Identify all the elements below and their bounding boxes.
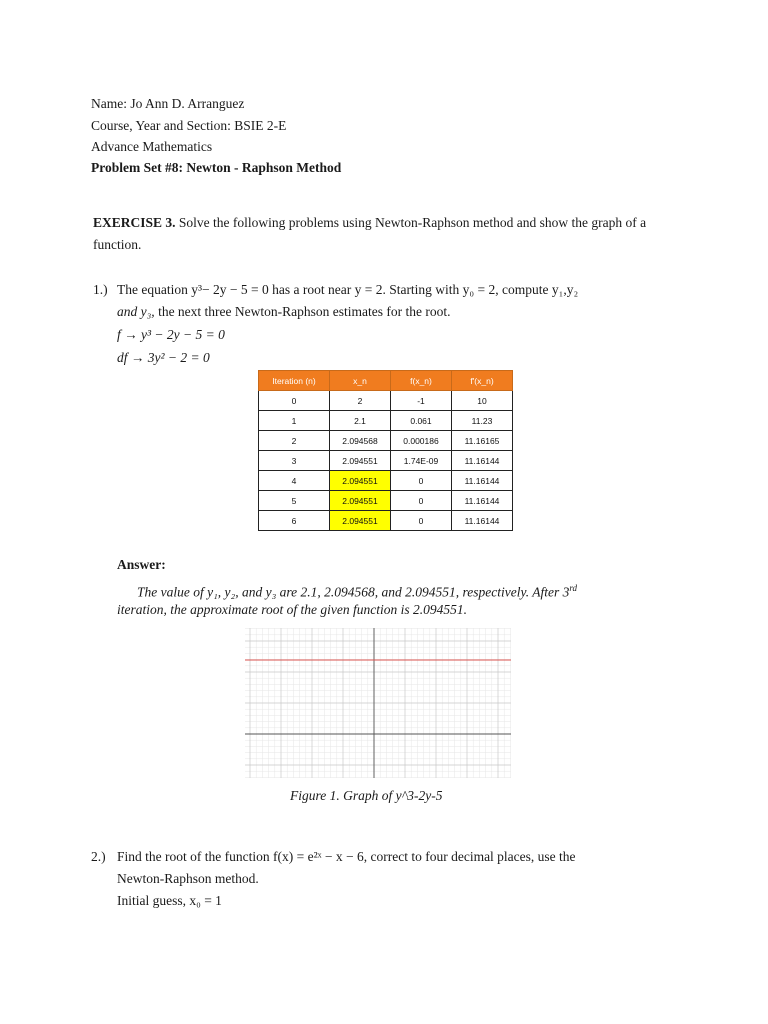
cell-fxn: 0.061 bbox=[391, 411, 452, 431]
exercise-instructions bbox=[93, 212, 683, 256]
problem1-statement-rest: the next three Newton-Raphson estimates for the root. bbox=[154, 304, 451, 319]
answer-superscript: rd bbox=[569, 583, 578, 593]
cell-dfxn: 11.16165 bbox=[452, 431, 513, 451]
cell-n: 1 bbox=[259, 411, 330, 431]
cell-dfxn: 11.16144 bbox=[452, 511, 513, 531]
function-df: df → 3y² − 2 = 0 bbox=[117, 350, 210, 365]
table-row bbox=[259, 451, 513, 471]
function-f: f → y³ − 2y − 5 = 0 bbox=[117, 327, 225, 342]
cell-xn: 2.094568 bbox=[330, 431, 391, 451]
cell-fxn: 1.74E-09 bbox=[391, 451, 452, 471]
problem2-number: 2.) bbox=[91, 849, 106, 864]
student-name: Name: Jo Ann D. Arranguez bbox=[91, 96, 245, 111]
header-dfxn: f'(x_n) bbox=[452, 371, 513, 391]
cell-xn-highlighted: 2.094551 bbox=[330, 491, 391, 511]
answer-label: Answer: bbox=[117, 557, 166, 572]
header-fxn: f(x_n) bbox=[391, 371, 452, 391]
cell-xn: 2.094551 bbox=[330, 451, 391, 471]
table-row bbox=[259, 431, 513, 451]
answer-line2: iteration, the approximate root of the given function is 2.094551. bbox=[117, 602, 467, 617]
figure-caption: Figure 1. Graph of y^3-2y-5 bbox=[290, 788, 443, 803]
problem2-initial-guess: Initial guess, x₀ = 1 bbox=[117, 893, 222, 908]
cell-dfxn: 10 bbox=[452, 391, 513, 411]
answer-line1 bbox=[137, 580, 577, 601]
cell-n: 5 bbox=[259, 491, 330, 511]
cell-n: 4 bbox=[259, 471, 330, 491]
cell-n: 0 bbox=[259, 391, 330, 411]
problem1-italic-part: and y₃, bbox=[117, 304, 155, 319]
cell-dfxn: 11.16144 bbox=[452, 451, 513, 471]
answer-text: The value of y₁, y₂, and y₃ are 2.1, 2.094568, and 2.094551, respectively. After 3 bbox=[137, 584, 570, 600]
cell-n: 6 bbox=[259, 511, 330, 531]
table-row bbox=[259, 511, 513, 531]
problem-set-title: Problem Set #8: Newton - Raphson Method bbox=[91, 160, 342, 175]
course-section: Course, Year and Section: BSIE 2-E bbox=[91, 118, 287, 133]
problem2-statement-line1: Find the root of the function f(x) = e²ˣ − x − 6, correct to four decimal places, use the bbox=[117, 849, 576, 864]
cell-dfxn: 11.23 bbox=[452, 411, 513, 431]
iteration-table bbox=[258, 370, 513, 531]
cell-fxn: 0.000186 bbox=[391, 431, 452, 451]
problem1-statement-line2 bbox=[117, 303, 450, 320]
cell-dfxn: 11.16144 bbox=[452, 471, 513, 491]
cell-n: 3 bbox=[259, 451, 330, 471]
exercise-label: EXERCISE 3. bbox=[93, 215, 176, 230]
cell-dfxn: 11.16144 bbox=[452, 491, 513, 511]
cell-fxn: 0 bbox=[391, 491, 452, 511]
cell-xn: 2.1 bbox=[330, 411, 391, 431]
cell-xn-highlighted: 2.094551 bbox=[330, 471, 391, 491]
table-row bbox=[259, 491, 513, 511]
cell-fxn: 0 bbox=[391, 511, 452, 531]
cell-xn-highlighted: 2.094551 bbox=[330, 511, 391, 531]
exercise-text: Solve the following problems using Newton-Raphson method and show the graph of a function. bbox=[93, 215, 647, 252]
table-row bbox=[259, 411, 513, 431]
cell-fxn: -1 bbox=[391, 391, 452, 411]
cell-xn: 2 bbox=[330, 391, 391, 411]
table-row bbox=[259, 391, 513, 411]
problem1-statement-line1: The equation y³− 2y − 5 = 0 has a root near y = 2. Starting with y₀ = 2, compute y₁,y₂ bbox=[117, 282, 579, 297]
cell-n: 2 bbox=[259, 431, 330, 451]
table-row bbox=[259, 471, 513, 491]
cell-fxn: 0 bbox=[391, 471, 452, 491]
table-header-row bbox=[259, 371, 513, 391]
function-graph bbox=[245, 628, 511, 778]
problem2-statement-line2: Newton-Raphson method. bbox=[117, 871, 259, 886]
header-iteration: Iteration (n) bbox=[259, 371, 330, 391]
subject: Advance Mathematics bbox=[91, 139, 213, 154]
header-xn: x_n bbox=[330, 371, 391, 391]
problem1-number: 1.) bbox=[93, 282, 108, 297]
